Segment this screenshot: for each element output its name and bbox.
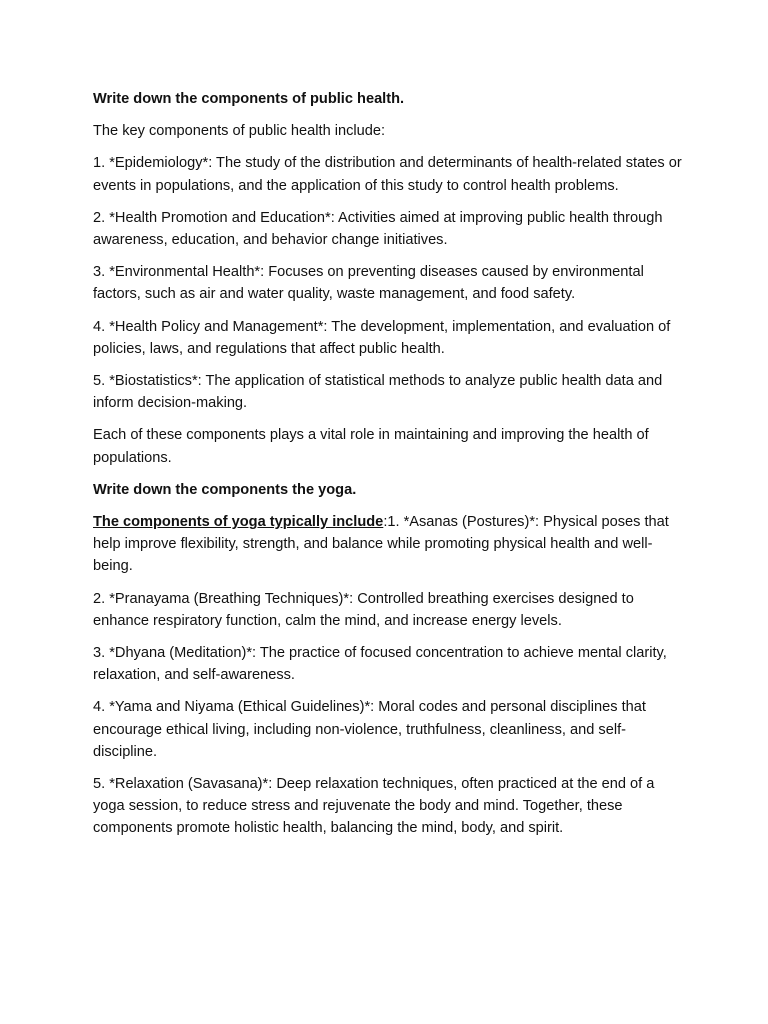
yoga-item-5-paragraph xyxy=(93,773,683,840)
yoga-item-3: 3. *Dhyana (Meditation)*: The practice of focused concentration to achieve mental clarity, relaxation, and self-awareness. xyxy=(93,645,667,684)
yoga-item-1: 1. *Asanas (Postures)*: Physical poses that help improve flexibility, strength, and balance while promoting physical health and well-being. xyxy=(93,514,669,575)
yoga-intro-paragraph xyxy=(93,511,683,578)
document-page xyxy=(93,88,683,850)
public-health-conclusion: Each of these components plays a vital role in maintaining and improving the health of populations. xyxy=(93,427,649,466)
yoga-item-5: 5. *Relaxation (Savasana)*: Deep relaxation techniques, often practiced at the end of a yoga session, to reduce stress and rejuvenate the body and mind. xyxy=(93,776,655,815)
public-health-heading: Write down the components of public health. xyxy=(93,91,405,107)
public-health-item-4: 4. *Health Policy and Management*: The development, implementation, and evaluation of policies, laws, and regulations that affect public health. xyxy=(93,318,671,357)
public-health-intro: The key components of public health include: xyxy=(93,123,386,140)
public-health-item-5: 5. *Biostatistics*: The application of statistical methods to analyze public health data and inform decision-making. xyxy=(93,373,663,412)
public-health-item-3: 3. *Environmental Health*: Focuses on preventing diseases caused by environmental factors, such as air and water quality, waste management, and food safety. xyxy=(93,264,644,303)
yoga-heading: Write down the components the yoga. xyxy=(93,481,357,498)
yoga-item-4: 4. *Yama and Niyama (Ethical Guidelines)*: Moral codes and personal disciplines that encourage ethical living, including non-violence, truthfulness, cleanliness, and self-discipline. xyxy=(93,699,646,760)
public-health-item-1: 1. *Epidemiology*: The study of the distribution and determinants of health-related states or events in populations, and the application of this study to control health problems. xyxy=(93,155,682,194)
yoga-intro-colon: : xyxy=(383,514,388,531)
yoga-intro-label: The components of yoga typically include xyxy=(93,514,384,531)
yoga-item-2: 2. *Pranayama (Breathing Techniques)*: Controlled breathing exercises designed to enhance respiratory function, calm the mind, and increase energy levels. xyxy=(93,590,634,629)
public-health-item-2: 2. *Health Promotion and Education*: Activities aimed at improving public health through awareness, education, and behavior change initiatives. xyxy=(93,209,663,249)
yoga-closing: Together, these components promote holistic health, balancing the mind, body, and spirit. xyxy=(93,798,623,837)
